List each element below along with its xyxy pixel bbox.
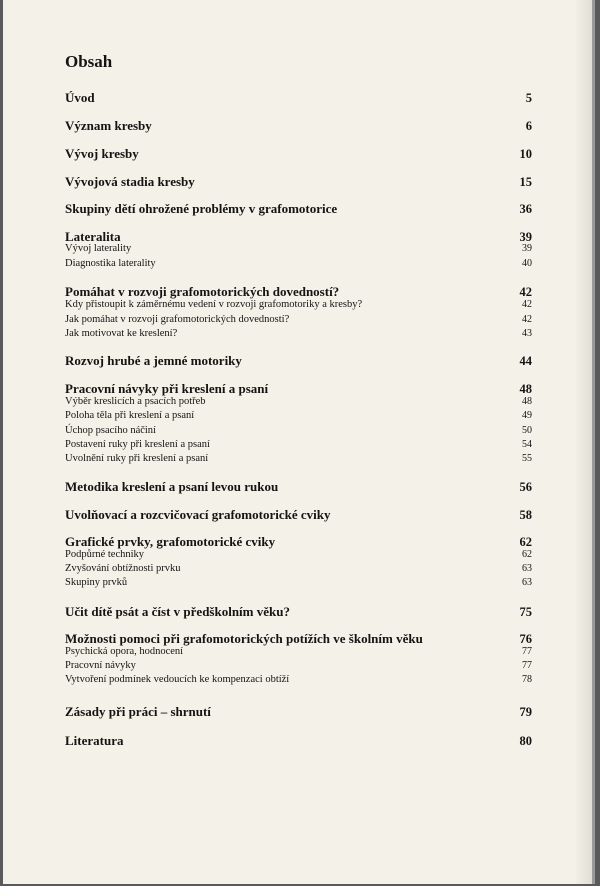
toc-chapter-entry [65, 534, 532, 550]
toc-entry-label: Jak motivovat ke kreslení? [65, 328, 178, 339]
toc-page-number: 63 [522, 563, 532, 574]
toc-entry-label: Vývoj kresby [65, 146, 139, 161]
toc-entry-label: Uvolňovací a rozcvičovací grafomotorické cviky [65, 507, 331, 522]
toc-page-number: 77 [522, 646, 532, 657]
toc-chapter-entry [65, 507, 532, 523]
toc-entry-label: Úchop psacího náčiní [65, 425, 156, 436]
toc-page-number: 42 [519, 285, 532, 299]
toc-section-entry [65, 660, 532, 671]
toc-page-number: 5 [525, 91, 532, 105]
toc-chapter-entry [65, 479, 532, 495]
page-title: Obsah [65, 52, 113, 71]
toc-page-number: 58 [519, 508, 532, 522]
toc-entry-label: Lateralita [65, 229, 121, 244]
toc-section-entry [65, 425, 532, 436]
toc-entry-label: Psychická opora, hodnocení [65, 646, 184, 657]
toc-entry-label: Pracovní návyky [65, 660, 136, 671]
toc-entry-label: Vytvoření podmínek vedoucích ke kompenzaci obtíží [65, 674, 290, 685]
toc-chapter-entry [65, 704, 532, 720]
toc-entry-label: Pomáhat v rozvoji grafomotorických dovedností? [65, 284, 340, 299]
toc-section-entry [65, 439, 532, 450]
toc-page-number: 62 [522, 549, 532, 560]
toc-chapter-entry [65, 146, 532, 162]
toc-page-number: 78 [522, 674, 532, 685]
toc-page-number: 36 [519, 202, 532, 216]
toc-section-entry [65, 646, 532, 657]
toc-entry-label: Zásady při práci – shrnutí [65, 704, 211, 719]
toc-section-entry [65, 243, 532, 254]
toc-section-entry [65, 577, 532, 588]
toc-entry-label: Možnosti pomoci při grafomotorických potížích ve školním věku [65, 631, 423, 646]
toc-page-number: 48 [522, 396, 532, 407]
toc-page-number: 79 [519, 705, 532, 719]
toc-chapter-entry [65, 284, 532, 300]
toc-section-entry [65, 674, 532, 685]
toc-entry-label: Diagnostika laterality [65, 258, 156, 269]
toc-entry-label: Grafické prvky, grafomotorické cviky [65, 534, 276, 549]
toc-page-number: 44 [519, 354, 532, 368]
toc-entry-label: Pracovní návyky při kreslení a psaní [65, 381, 269, 396]
toc-page-number: 6 [525, 119, 532, 133]
toc-section-entry [65, 410, 532, 421]
toc-entry-label: Vývoj laterality [65, 243, 132, 254]
toc-chapter-entry [65, 174, 532, 190]
toc-page-number: 48 [519, 382, 532, 396]
toc-section-entry [65, 453, 532, 464]
toc-chapter-entry [65, 201, 532, 217]
toc-entry-label: Skupiny dětí ohrožené problémy v grafomotorice [65, 201, 338, 216]
toc-chapter-entry [65, 90, 532, 106]
toc-section-entry [65, 563, 532, 574]
toc-chapter-entry [65, 604, 532, 620]
toc-page-number: 50 [522, 425, 532, 436]
toc-entry-label: Metodika kreslení a psaní levou rukou [65, 479, 279, 494]
toc-page-number: 62 [519, 535, 532, 549]
toc-page-number: 42 [522, 314, 532, 325]
toc-entry-label: Skupiny prvků [65, 577, 128, 588]
toc-entry-label: Učit dítě psát a číst v předškolním věku? [65, 604, 290, 619]
toc-section-entry [65, 328, 532, 339]
toc-page-number: 40 [522, 258, 532, 269]
toc-page-number: 80 [519, 734, 532, 748]
toc-entry-label: Rozvoj hrubé a jemné motoriky [65, 353, 242, 368]
toc-page-number: 54 [522, 439, 532, 450]
toc-chapter-entry [65, 353, 532, 369]
toc-entry-label: Uvolnění ruky při kreslení a psaní [65, 453, 209, 464]
toc-page-number: 10 [519, 147, 532, 161]
toc-section-entry [65, 299, 532, 310]
toc-page-number: 63 [522, 577, 532, 588]
toc-entry-label: Literatura [65, 733, 124, 748]
toc-page-number: 77 [522, 660, 532, 671]
toc-page-number: 42 [522, 299, 532, 310]
toc-entry-label: Vývojová stadia kresby [65, 174, 195, 189]
toc-entry-label: Význam kresby [65, 118, 152, 133]
toc-page-number: 76 [519, 632, 532, 646]
toc-entry-label: Zvyšování obtížnosti prvku [65, 563, 181, 574]
toc-section-entry [65, 549, 532, 560]
toc-entry-label: Podpůrné techniky [65, 549, 145, 560]
book-page [3, 0, 595, 884]
toc-page-number: 39 [522, 243, 532, 254]
toc-page-number: 56 [519, 480, 532, 494]
toc-page-number: 43 [522, 328, 532, 339]
toc-page-number: 49 [522, 410, 532, 421]
toc-chapter-entry [65, 631, 532, 647]
toc-entry-label: Jak pomáhat v rozvoji grafomotorických dovedností? [65, 314, 290, 325]
toc-entry-label: Úvod [65, 90, 95, 105]
toc-section-entry [65, 314, 532, 325]
toc-page-number: 39 [519, 230, 532, 244]
toc-page-number: 75 [519, 605, 532, 619]
toc-page-number: 55 [522, 453, 532, 464]
toc-section-entry [65, 258, 532, 269]
toc-entry-label: Poloha těla při kreslení a psaní [65, 410, 195, 421]
toc-chapter-entry [65, 381, 532, 397]
toc-chapter-entry [65, 118, 532, 134]
toc-chapter-entry [65, 733, 532, 749]
toc-section-entry [65, 396, 532, 407]
toc-entry-label: Kdy přistoupit k záměrnému vedení v rozvoji grafomotoriky a kresby? [65, 299, 363, 310]
toc-entry-label: Výběr kreslicích a psacích potřeb [65, 396, 206, 407]
toc-page-number: 15 [519, 175, 532, 189]
toc-entry-label: Postavení ruky při kreslení a psaní [65, 439, 210, 450]
